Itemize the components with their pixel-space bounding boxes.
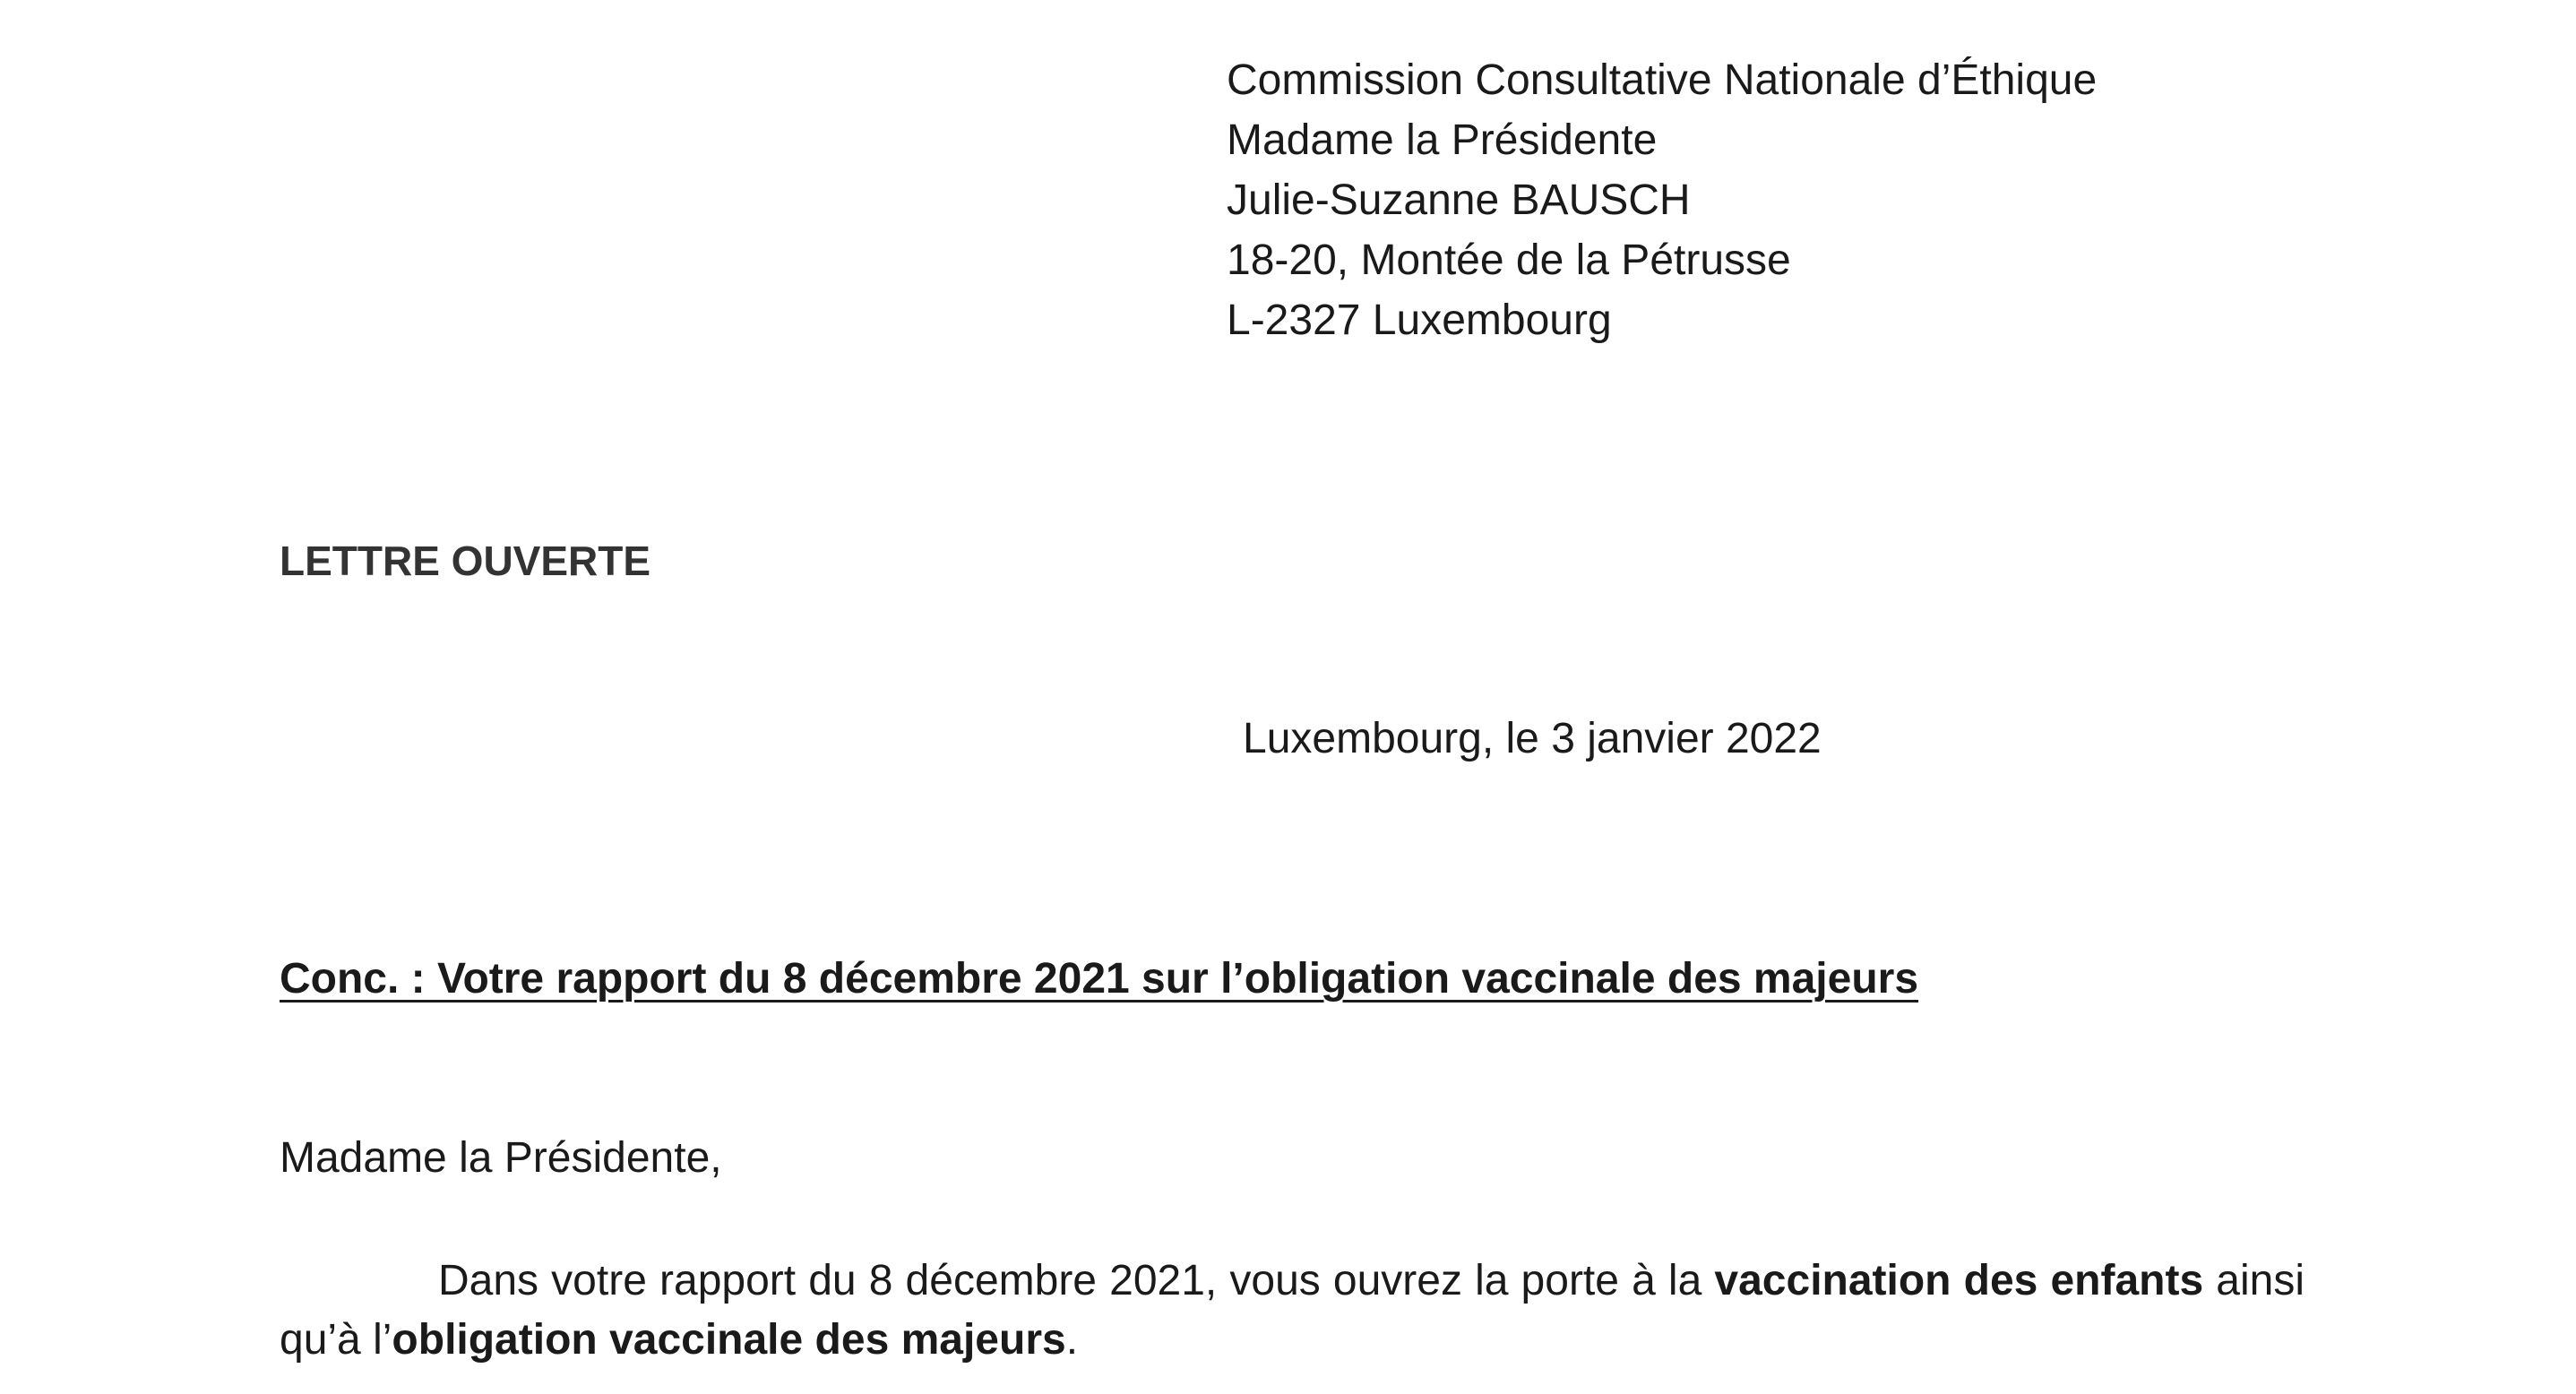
recipient-name: Julie-Suzanne BAUSCH [1227,176,1691,224]
recipient-organization: Commission Consultative Nationale d’Éthique [1227,56,2098,104]
recipient-city: L-2327 Luxembourg [1227,297,1612,344]
paragraph-bold-1: vaccination des enfants [1714,1257,2204,1304]
paragraph-text-3: . [1065,1316,1079,1364]
letter-salutation: Madame la Présidente, [280,1134,722,1182]
paragraph-text-1: Dans votre rapport du 8 décembre 2021, vous ouvrez la porte à la [438,1257,1715,1304]
recipient-address-block [1227,50,2097,350]
letter-subject: Conc. : Votre rapport du 8 décembre 2021 sur l’obligation vaccinale des majeurs [280,955,1919,1002]
recipient-street: 18-20, Montée de la Pétrusse [1227,237,1791,284]
letter-date: Luxembourg, le 3 janvier 2022 [1243,715,1822,762]
body-paragraph [280,1252,2305,1370]
recipient-title: Madame la Présidente [1227,116,1658,164]
paragraph-bold-2: obligation vaccinale des majeurs [392,1316,1066,1364]
paragraph-text-2: ainsi qu’à l’ [280,1257,2305,1364]
letter-heading: LETTRE OUVERTE [280,538,651,584]
